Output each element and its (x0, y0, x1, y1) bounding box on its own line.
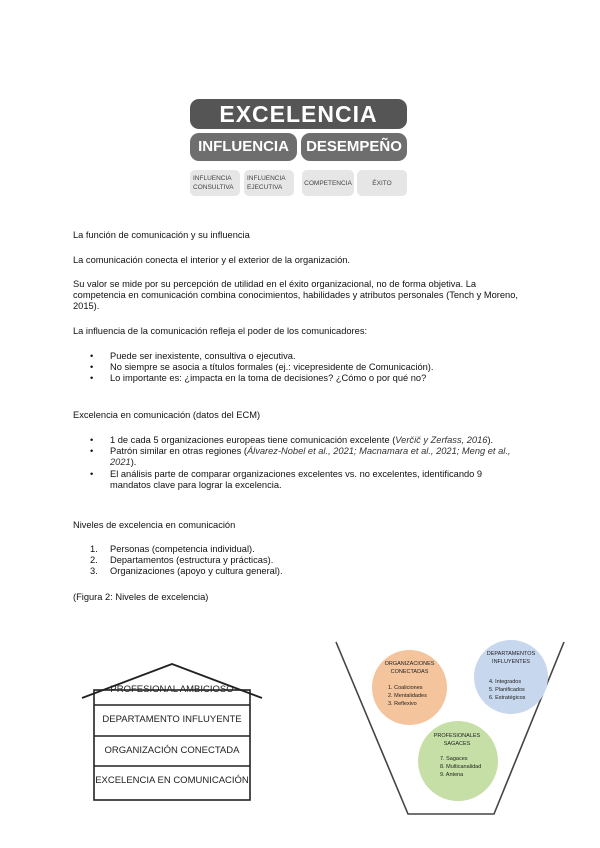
list-item: • No siempre se asocia a títulos formales (ej.: vicepresidente de Comunicación). (73, 362, 513, 373)
section1-paragraph-1: La comunicación conecta el interior y el exterior de la organización. (73, 255, 350, 265)
house-level-3: ORGANIZACIÓN CONECTADA (104, 745, 240, 756)
circle-profesionales-item: 9. Antena (440, 772, 464, 778)
circle-organizaciones-title: ORGANIZACIONES CONECTADAS (384, 661, 435, 675)
circle-organizaciones-item: 3. Reflexivo (388, 701, 417, 707)
list-item: • 1 de cada 5 organizaciones europeas tiene comunicación excelente (Verčič y Zerfass, 2016). (73, 435, 513, 446)
section2-heading: Excelencia en comunicación (datos del ECM) (73, 410, 261, 420)
list-item: 3. Organizaciones (apoyo y cultura general). (90, 566, 283, 577)
house-level-2: DEPARTAMENTO INFLUYENTE (102, 714, 242, 725)
section3-heading: Niveles de excelencia en comunicación (73, 520, 236, 530)
circle-organizaciones-item: 2. Mentalidades (388, 693, 427, 699)
circle-profesionales-item: 8. Multicanalidad (440, 764, 482, 770)
list-item: • El análisis parte de comparar organizaciones excelentes vs. no excelentes, identificando 9 mandatos clave para lograr la excelencia. (73, 469, 513, 491)
list-item: • Patrón similar en otras regiones (Álvarez-Nobel et al., 2021; Macnamara et al., 2021; Meng et al., 2021). (73, 446, 513, 468)
excelencia-banner: EXCELENCIA (190, 99, 407, 129)
house-level-4: EXCELENCIA EN COMUNICACIÓN (95, 775, 249, 786)
chip-influencia-ejecutiva: INFLUENCIA EJECUTIVA (244, 170, 294, 196)
circle-departamentos-item: 4. Integrados (489, 679, 522, 685)
section1-heading: La función de comunicación y su influencia (73, 230, 250, 240)
chip-competencia: COMPETENCIA (302, 170, 354, 196)
circle-profesionales-title: PROFESIONALES SAGACES (433, 733, 481, 747)
house-level-1: PROFESIONAL AMBICIOSO (110, 684, 234, 695)
list-item: • Lo importante es: ¿impacta en la toma de decisiones? ¿Cómo o por qué no? (73, 373, 513, 384)
chip-exito: ÉXITO (357, 170, 407, 196)
circle-departamentos-item: 5. Planificados (489, 687, 525, 693)
figure-caption: (Figura 2: Niveles de excelencia) (73, 592, 209, 602)
section1-paragraph-3: La influencia de la comunicación refleja el poder de los comunicadores: (73, 326, 368, 336)
circle-profesionales-item: 7. Sagaces (440, 756, 468, 762)
circle-departamentos-title: DEPARTAMENTOS INFLUYENTES (486, 651, 536, 665)
influence-bullet-list (73, 351, 513, 385)
circle-departamentos-item: 6. Estratégicos (489, 695, 526, 701)
circle-organizaciones-item: 1. Coaliciones (388, 685, 423, 691)
citation: Verčič y Zerfass, 2016 (395, 435, 488, 445)
section1-paragraph-2: Su valor se mide por su percepción de utilidad en el éxito organizacional, no de forma objetiva. La competencia en comunicación combina conocimientos, habilidades y atributos personales (Tench y Moreno, 2015). (73, 279, 518, 312)
list-item: • Puede ser inexistente, consultiva o ejecutiva. (73, 351, 513, 362)
citation: Álvarez-Nobel et al., 2021; Macnamara et al., 2021; Meng et al., 2021 (110, 446, 511, 468)
ecm-bullet-list (73, 435, 513, 491)
influencia-pillar: INFLUENCIA (190, 133, 297, 161)
levels-numbered-list (73, 544, 513, 578)
desempeno-pillar: DESEMPEÑO (301, 133, 407, 161)
list-item: 2. Departamentos (estructura y prácticas). (90, 555, 274, 566)
chip-influencia-consultiva: INFLUENCIA CONSULTIVA (190, 170, 240, 196)
list-item: 1. Personas (competencia individual). (90, 544, 255, 554)
